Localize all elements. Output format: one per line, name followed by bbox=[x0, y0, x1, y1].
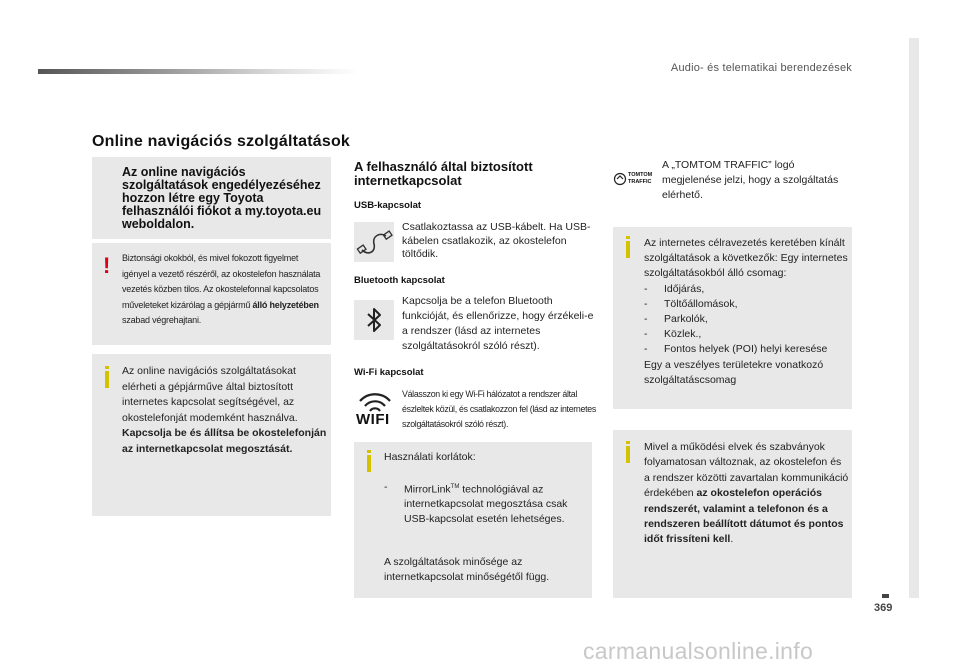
wifi-text: Válasszon ki egy Wi-Fi hálózatot a rendszer által észleltek közül, és csatlakozzon fel (lásd az internetes szolgáltatásokról szóló részt). bbox=[402, 389, 596, 429]
limits-item: MirrorLink™ technológiával az internetkapcsolat megosztása csak USB-kapcsolat esetén lehetséges. bbox=[404, 483, 568, 525]
connection-info-box bbox=[92, 354, 331, 516]
bluetooth-icon bbox=[354, 300, 394, 340]
connection-info-text: Az online navigációs szolgáltatásokat elérheti a gépjárműve által biztosított internetes kapcsolat segítségével, az okostelefonját modemként használva. Kapcsolja be és állítsa be okostelefonján az internetkapcsolat megosztását. bbox=[122, 365, 327, 455]
account-note-box bbox=[92, 157, 331, 239]
usb-heading: USB-kapcsolat bbox=[354, 200, 422, 211]
side-strip bbox=[909, 38, 919, 598]
account-note-text: Az online navigációs szolgáltatások engedélyezéséhez hozzon létre egy Toyota felhasználói fiókot a my.toyota.eu weboldalon. bbox=[122, 165, 322, 231]
safety-warning-text: Biztonsági okokból, és mivel fokozott figyelmet igényel a vezető részéről, az okostelefon használata vezetés közben tilos. Az okostelefonnal kapcsolatos műveleteket kizárólag a gépjármű álló helyzetében szabad végrehajtani. bbox=[122, 253, 321, 325]
warning-icon: ! bbox=[103, 253, 111, 278]
list-item: - Fontos helyek (POI) helyi keresése bbox=[644, 343, 828, 356]
safety-warning-box bbox=[92, 243, 331, 345]
services-text: Az internetes célravezetés keretében kínált szolgáltatások a következők: Egy internetes szolgáltatásokból álló csomag: - Időjárás, - Töltőállomások, - Parkolók, - Közlek., - Fontos helyek (POI) helyi keresése Egy a veszélyes területekre vonatkozó szolgáltatáscsomag bbox=[644, 237, 848, 386]
section-heading: A felhasználó által biztosított internetkapcsolat bbox=[354, 159, 533, 188]
page-number: 369 bbox=[874, 602, 893, 614]
quality-text: A szolgáltatások minősége az internetkapcsolat minőségétől függ. bbox=[384, 556, 550, 583]
update-info-box bbox=[613, 430, 852, 598]
page-title: Online navigációs szolgáltatások bbox=[92, 133, 351, 150]
header-gradient-bar bbox=[38, 69, 358, 74]
usage-limits-box bbox=[354, 442, 592, 598]
usb-text: Csatlakoztassa az USB-kábelt. Ha USB-kábelen csatlakozik, az okostelefon töltődik. bbox=[402, 221, 591, 260]
page-number-marker bbox=[882, 594, 889, 598]
wifi-icon-label: WIFI bbox=[356, 411, 390, 428]
services-info-box bbox=[613, 227, 852, 409]
bluetooth-heading: Bluetooth kapcsolat bbox=[354, 275, 445, 286]
limits-dash: - bbox=[384, 481, 388, 493]
list-item: - Töltőállomások, bbox=[644, 297, 738, 310]
update-text: Mivel a működési elvek és szabványok folyamatosan változnak, az okostelefon és a rendszer közötti zavartalan kommunikáció érdekében az okostelefon operációs rendszerét, valamint a telefonon és a rendszeren beállított dátumot és pontos időt frissíteni kell. bbox=[644, 441, 849, 546]
tomtom-traffic-logo: TOMTOM TRAFFIC bbox=[613, 172, 655, 186]
watermark: carmanualsonline.info bbox=[583, 638, 814, 664]
wifi-icon bbox=[354, 389, 396, 431]
list-item: - Időjárás, bbox=[644, 282, 705, 295]
info-icon bbox=[626, 446, 630, 463]
page-header-title: Audio- és telematikai berendezések bbox=[670, 62, 852, 74]
list-item: - Közlek., bbox=[644, 328, 702, 341]
tomtom-text: A „TOMTOM TRAFFIC” logó megjelenése jelzi, hogy a szolgáltatás elérhető. bbox=[662, 159, 839, 201]
info-icon bbox=[626, 241, 630, 258]
wifi-heading: Wi-Fi kapcsolat bbox=[354, 367, 424, 378]
info-icon bbox=[367, 455, 371, 472]
list-item: - Parkolók, bbox=[644, 313, 708, 326]
limits-title: Használati korlátok: bbox=[384, 451, 476, 463]
bluetooth-text: Kapcsolja be a telefon Bluetooth funkcióját, és ellenőrizze, hogy érzékeli-e a rendszer (lásd az internetes szolgáltatásokról szóló részt). bbox=[402, 295, 594, 352]
info-icon bbox=[105, 371, 109, 388]
usb-cable-icon bbox=[354, 222, 394, 262]
